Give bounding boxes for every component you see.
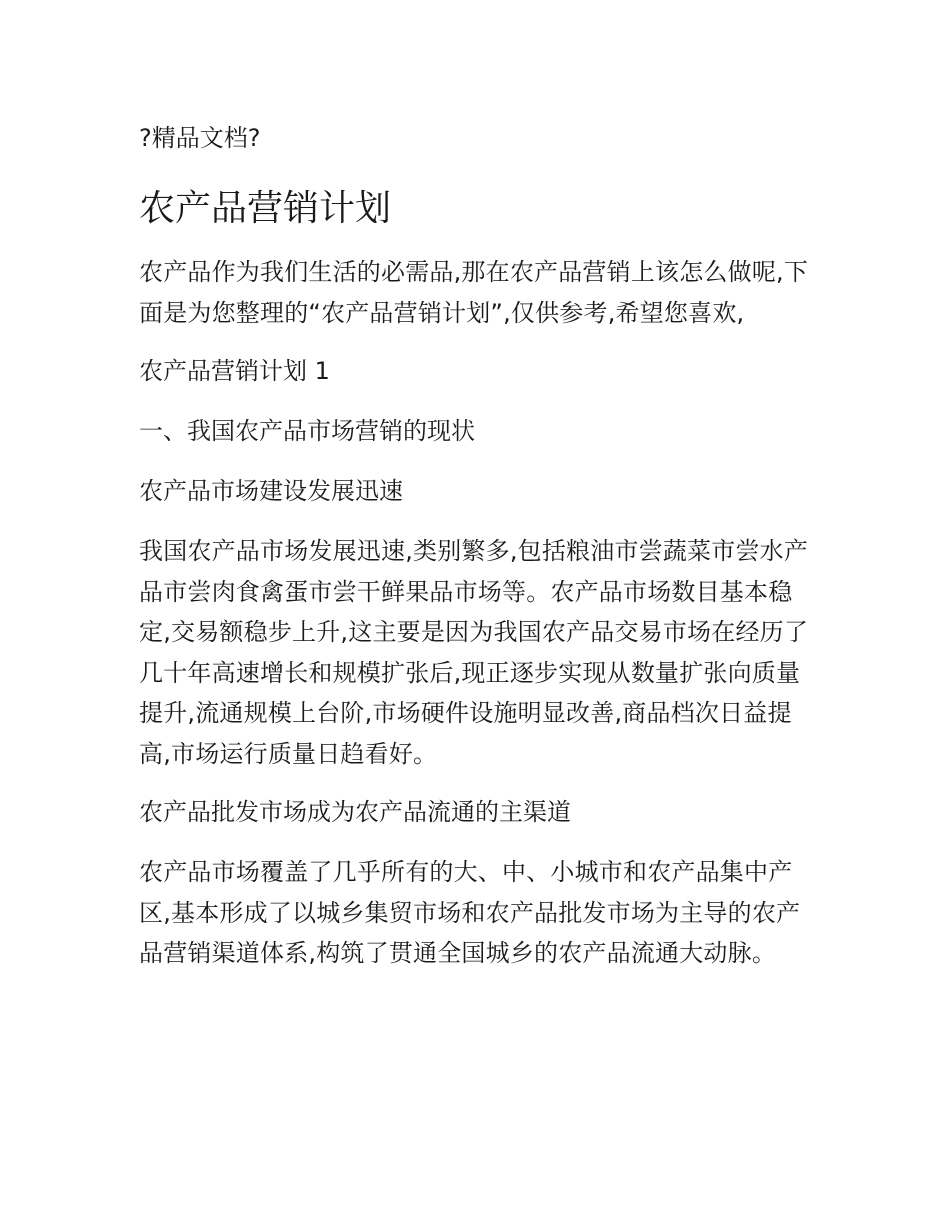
subheading-wholesale-market: 农产品批发市场成为农产品流通的主渠道: [139, 798, 571, 826]
document-page: [139, 118, 819, 992]
document-title: 农产品营销计划: [139, 188, 392, 229]
paragraph-wholesale-market: 农产品市场覆盖了几乎所有的大、中、小城市和农产品集中产区,基本形成了以城乡集贸市场和农产品批发市场为主导的农产品营销渠道体系,构筑了贯通全国城乡的农产品流通大动脉。: [139, 858, 801, 967]
header-note: ?精品文档?: [139, 124, 261, 152]
plan-heading: 农产品营销计划 1: [139, 357, 330, 385]
section-heading: 一、我国农产品市场营销的现状: [139, 417, 475, 445]
intro-paragraph: 农产品作为我们生活的必需品,那在农产品营销上该怎么做呢,下面是为您整理的“农产品营销计划”,仅供参考,希望您喜欢,: [139, 258, 809, 327]
paragraph-market-development: 我国农产品市场发展迅速,类别繁多,包括粮油市尝蔬菜市尝水产品市尝肉食禽蛋市尝干鲜果品市场等。农产品市场数目基本稳定,交易额稳步上升,这主要是因为我国农产品交易市场在经历了几十年高速增长和规模扩张后,现正逐步实现从数量扩张向质量提升,流通规模上台阶,市场硬件设施明显改善,商品档次日益提高,市场运行质量日趋看好。: [139, 537, 809, 768]
subheading-market-development: 农产品市场建设发展迅速: [139, 477, 403, 505]
